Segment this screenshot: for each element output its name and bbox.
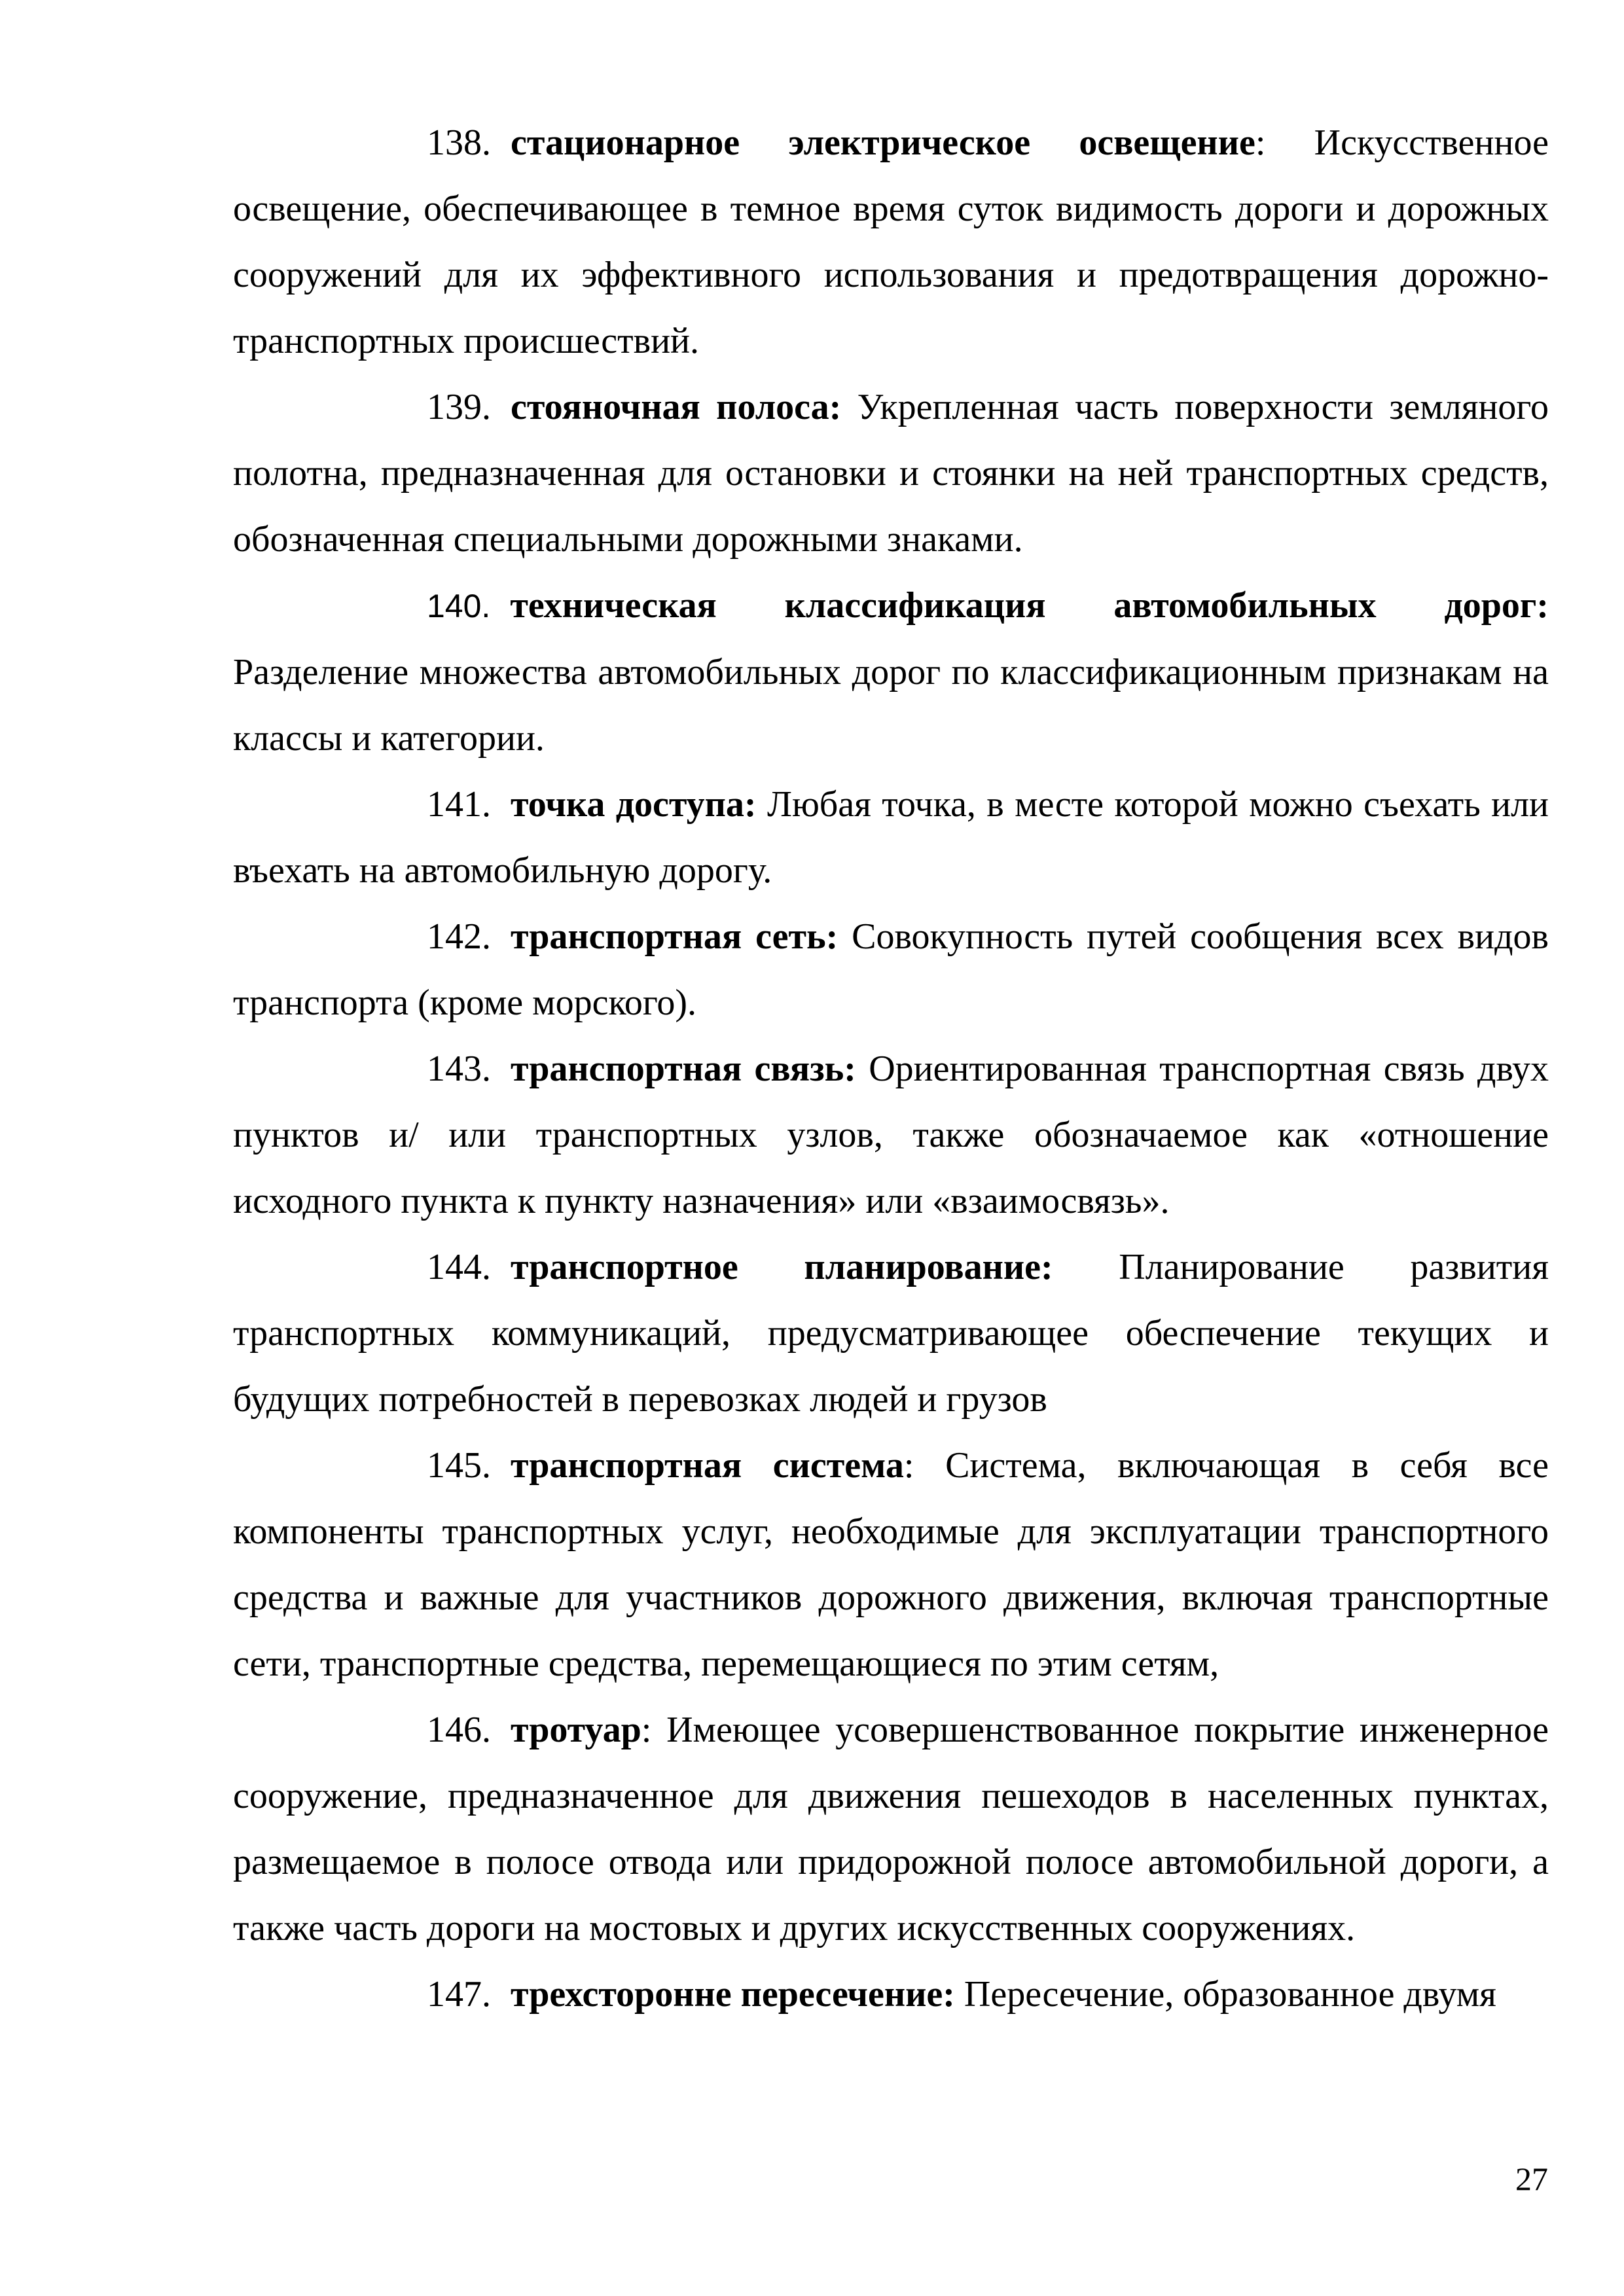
entry-separator: : <box>1255 122 1266 163</box>
entry-term: точка доступа: <box>511 784 757 825</box>
glossary-entry-139 <box>233 374 1549 573</box>
entry-term: транспортное планирование: <box>511 1247 1053 1287</box>
glossary-entry-143 <box>233 1036 1549 1234</box>
entry-number: 142. <box>427 916 491 957</box>
glossary-entry-144 <box>233 1234 1549 1433</box>
entry-number: 147. <box>427 1974 491 2015</box>
entry-number: 139. <box>427 387 491 427</box>
entry-definition: Любая точка, в месте которой можно съехать или въехать на автомобильную дорогу. <box>233 784 1549 891</box>
glossary-entry-142 <box>233 904 1549 1036</box>
entry-definition: Искусственное освещение, обеспечивающее в темное время суток видимость дороги и дорожных сооружений для их эффективного использования и предотвращения дорожно-транспортных происшествий. <box>233 122 1549 361</box>
entry-term: стационарное электрическое освещение <box>511 122 1255 163</box>
entry-separator: : <box>903 1445 914 1486</box>
entry-term: стояночная полоса: <box>511 387 842 427</box>
glossary-entry-140 <box>233 573 1549 772</box>
entry-number: 143. <box>427 1049 491 1089</box>
entry-term: транспортная связь: <box>511 1049 856 1089</box>
glossary-entry-141 <box>233 772 1549 904</box>
entry-term: транспортная сеть: <box>511 916 839 957</box>
glossary-entry-146 <box>233 1697 1549 1962</box>
glossary-entry-145 <box>233 1433 1549 1697</box>
entry-definition: Пересечение, образованное двумя <box>964 1974 1496 2015</box>
entry-term: тротуар <box>511 1710 641 1750</box>
entry-number: 146. <box>427 1710 491 1750</box>
entry-term: техническая классификация автомобильных дорог: <box>510 585 1549 626</box>
entry-definition: Разделение множества автомобильных дорог по классификационным признакам на классы и категории. <box>233 652 1549 759</box>
entry-number: 140. <box>427 588 491 624</box>
entry-number: 141. <box>427 784 491 825</box>
entry-number: 145. <box>427 1445 491 1486</box>
glossary-body <box>233 110 1549 2028</box>
entry-definition: Имеющее усовершенствованное покрытие инженерное сооружение, предназначенное для движения пешеходов в населенных пунктах, размещаемое в полосе отвода или придорожной полосе автомобильной дороги, а также часть дороги на мостовых и других искусственных сооружениях. <box>233 1710 1549 1948</box>
entry-definition: Планирование развития транспортных коммуникаций, предусматривающее обеспечение текущих и будущих потребностей в перевозках людей и грузов <box>233 1247 1549 1420</box>
entry-term: трехсторонне пересечение: <box>511 1974 955 2015</box>
glossary-entry-147 <box>233 1962 1549 2028</box>
page-number: 27 <box>1515 2161 1548 2197</box>
entry-definition: Укрепленная часть поверхности земляного полотна, предназначенная для остановки и стоянки на ней транспортных средств, обозначенная специальными дорожными знаками. <box>233 387 1549 560</box>
entry-definition: Система, включающая в себя все компоненты транспортных услуг, необходимые для эксплуатации транспортного средства и важные для участников дорожного движения, включая транспортные сети, транспортные средства, перемещающиеся по этим сетям, <box>233 1445 1549 1684</box>
entry-term: транспортная система <box>511 1445 904 1486</box>
entry-separator: : <box>641 1710 652 1750</box>
entry-number: 138. <box>427 122 491 163</box>
entry-definition: Совокупность путей сообщения всех видов транспорта (кроме морского). <box>233 916 1549 1023</box>
glossary-entry-138 <box>233 110 1549 374</box>
entry-definition: Ориентированная транспортная связь двух пунктов и/ или транспортных узлов, также обозначаемое как «отношение исходного пункта к пункту назначения» или «взаимосвязь». <box>233 1049 1549 1221</box>
entry-number: 144. <box>427 1247 491 1287</box>
